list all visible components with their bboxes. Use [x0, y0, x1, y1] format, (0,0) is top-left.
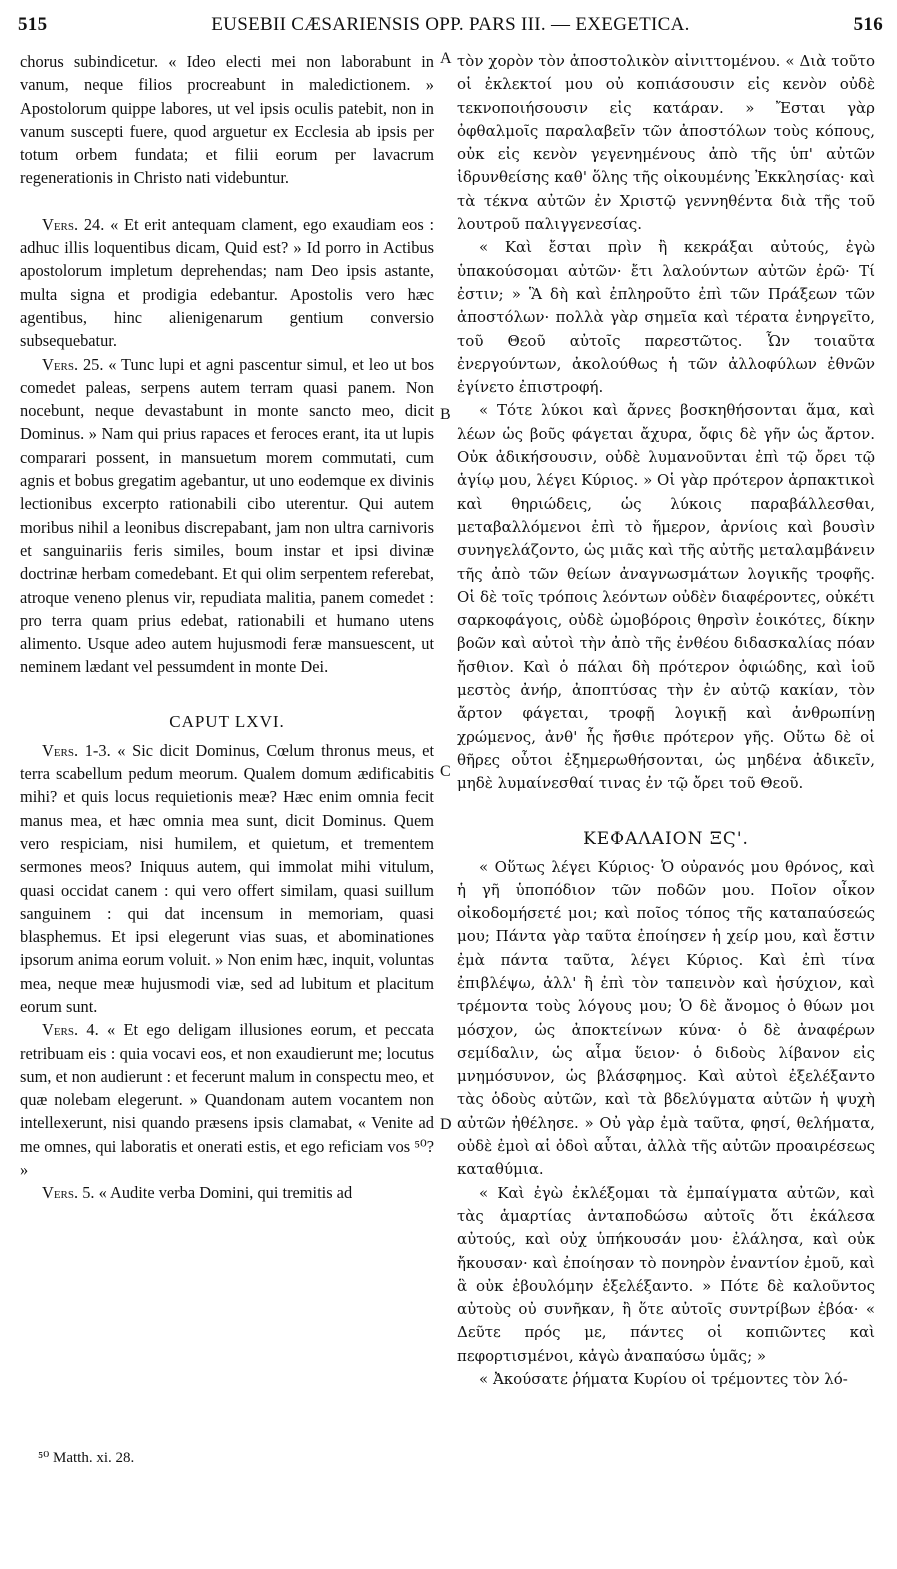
verse-label: Vers. 25. [42, 354, 104, 374]
latin-paragraph: chorus subindicetur. « Ideo electi mei non laborabunt in vanum, neque filios procreabunt in maledictionem. » Apostolorum quippe labores, ut vel ipsis oculis patebit, non in vanum suscepti fuere, quod arguetur ex Ecclesia ab ipsis per totum orbem fundata; et filii eorum per lavacrum regenerationis in Christo nati videbuntur. [20, 52, 434, 188]
greek-paragraph: « Καὶ ἔσται πρὶν ἢ κεκράξαι αὐτούς, ἐγὼ ὑπακούσομαι αὐτῶν· ἔτι λαλούντων αὐτῶν ἐρῶ· Τί ἐστιν; » Ἃ δὴ καὶ ἐπληροῦτο ἐπὶ τῶν Πράξεων τῶν ἀποστόλων· πολλὰ γὰρ σημεῖα καὶ τέρατα ἐνηργεῖτο, τοῦ Θεοῦ αὐτοῖς παρεστῶτος. Ὧν τοιαῦτα ἐνεργούντων, ἀκολούθως ἡ τῶν ἀλλοφύλων ἐθνῶν ἐγίνετο ἐπιστροφή. [457, 238, 875, 397]
margin-marker-c: C [440, 763, 451, 780]
page-number-right: 516 [853, 14, 883, 35]
verse-text: « Sic dicit Dominus, Cœlum thronus meus, et terra scabellum pedum meorum. Qualem domum ædificabitis mihi? et quis locus requietionis meæ? Hæc enim omnia fecit manus mea, et hæc omnia mea sunt, dicit Dominus. Quem vero respiciam, nisi humilem, et quietum, et trementem sermones meos? Iniquus autem, qui immolat mihi vitulum, quasi occidat canem : qui vero offert similam, quasi suillum sanguinem : qui dat incensum in memoriam, quasi blasphemus. Et ipsi elegerunt vias suas, et abominationes ipsorum anima eorum voluit. » Non enim hæc, inquit, voluntas mea, neque meæ hujusmodi viæ, sed ad lubitum et placitum eorum sunt. [20, 740, 435, 1016]
verse-label: Vers. 5. [42, 1183, 95, 1203]
greek-column [457, 50, 875, 1391]
latin-verse-1-3 [20, 739, 434, 1019]
verse-text: « Audite verba Domini, qui tremitis ad [94, 1183, 353, 1203]
chapter-heading: CAPUT LXVI. [169, 711, 285, 731]
verse-label: Vers. 24. [42, 214, 105, 234]
latin-verse-25 [20, 353, 434, 679]
greek-paragraph: « Οὕτως λέγει Κύριος· Ὁ οὐρανός μου θρόνος, καὶ ἡ γῆ ὑποπόδιον τῶν ποδῶν μου. Ποῖον οἶκον οἰκοδομήσετέ μοι; καὶ ποῖος τόπος τῆς καταπαύσεώς μου; Πάντα γὰρ ταῦτα ἐποίησεν ἡ χείρ μου, καὶ ἔστιν ἐμὰ πάντα ταῦτα, λέγει Κύριος. Καὶ ἐπὶ τίνα ἐπιβλέψω, ἀλλ' ἢ ἐπὶ τὸν ταπεινὸν καὶ ἡσύχιον, καὶ τρέμοντα τοὺς λόγους μου; Ὁ δὲ ἄνομος ὁ θύων μοι μόσχον, ὡς ἀποκτείνων κύνα· ὁ δὲ ἀναφέρων σεμίδαλιν, ὡς αἷμα ὕειον· ὁ διδοὺς λίβανον εἰς μνημόσυνον, ὡς βλάσφημος. Καὶ αὐτοὶ ἐξελέξαντο τὰς ὁδοὺς αὐτῶν, καὶ τὰ βδελύγματα αὐτῶν ἡ ψυχὴ αὐτῶν ἠθέλησε. » Οὐ γὰρ ἐμὰ ταῦτα, φησί, θελήματα, οὐδὲ ἐμοὶ αἱ ὁδοὶ αὗται, ἀλλὰ τῆς αὐτῶν προαιρέσεως καταθύμια. [457, 857, 875, 1179]
running-header [18, 14, 883, 42]
greek-paragraph: τὸν χορὸν τὸν ἀποστολικὸν αἰνιττομένου. « Διὰ τοῦτο οἱ ἐκλεκτοί μου οὐ κοπιάσουσιν εἰς κενὸν οὐδὲ τεκνοποιήσουσιν εἰς κατάραν. » Ἔσται γὰρ ὀφθαλμοῖς παραλαβεῖν τῶν ἀποστόλων τοὺς κόπους, οὐκ εἰς κενὸν γεγενημένους ἀπὸ τῆς ὑπ' αὐτῶν ἱδρυνθείσης καθ' ὅλης τῆς οἰκουμένης Ἐκκλησίας· καὶ τὰ τέκνα αὐτῶν ἐν Χριστῷ γεννηθέντα διὰ τῆς τοῦ λουτροῦ παλιγγενεσίας. [457, 52, 875, 234]
verse-label: Vers. 1-3. [42, 740, 111, 760]
verse-text: « Et erit antequam clament, ego exaudiam eos : adhuc illis loquentibus dicam, Quid est? » Id porro in Actibus apostolorum impletum deprehendas; nam Deo ipsis astante, multa signa et prodigia edebantur. Apostolis vero hæc agentibus, hinc alienigenarum gentium conversio subsequebatur. [20, 214, 435, 351]
page-number-left: 515 [18, 14, 48, 35]
margin-marker-b: B [440, 406, 451, 423]
chapter-heading-greek: ΚΕΦΑΛΑΙΟΝ ΞϚ'. [583, 828, 749, 849]
margin-marker-a: A [440, 50, 452, 67]
greek-paragraph: « Καὶ ἐγὼ ἐκλέξομαι τὰ ἐμπαίγματα αὐτῶν, καὶ τὰς ἁμαρτίας ἀνταποδώσω αὐτοῖς ὅτι ἐκάλεσα αὐτούς, καὶ οὐχ ὑπήκουσάν μου· ἐλάλησα, καὶ οὐκ ἤκουσαν· καὶ ἐποίησαν τὸ πονηρὸν ἐναντίον ἐμοῦ, καὶ ἃ οὐκ ἐβουλόμην ἐξελέξαντο. » Πότε δὲ καλοῦντος αὐτοὺς οὐ συνῆκαν, ἢ ὅτε αὐτοῖς συντρίβων ἐβόα· « Δεῦτε πρός με, πάντες οἱ κοπιῶντες καὶ πεφορτισμένοι, κἀγὼ ἀναπαύσω ὑμᾶς; » [457, 1183, 875, 1365]
footnote: ⁵⁰ Matth. xi. 28. [38, 1450, 135, 1466]
verse-text: « Tunc lupi et agni pascentur simul, et leo ut bos comedet paleas, serpens autem terram quasi panem. Non nocebunt, neque devastabunt in monte sancto meo, dicit Dominus. » Nam qui prius rapaces et feroces erant, ita ut lupis comparari possent, in mansuetum morem commutati, cum agnis et bobus gregatim agebantur, ut uno eodemque ex divinis lectionibus excerpto rationabili cibo uterentur. Qui autem moribus nihil a leonibus discrepabant, jam non ultra carnivoris et sanguinariis feris similes, boum instar et ipsi divinæ doctrinæ herbam comedebant. Et qui olim serpentem referebat, atroque veneno plenus vir, repudiata malitia, panem comedet : pro terra quam prius edebat, rationabili et humano utens alimento. Usque adeo autem hujusmodi feræ mansuescent, ut neminem lædant vel pessumdent in monte Dei. [20, 354, 434, 677]
greek-paragraph: « Τότε λύκοι καὶ ἄρνες βοσκηθήσονται ἅμα, καὶ λέων ὡς βοῦς φάγεται ἄχυρα, ὄφις δὲ γῆν ὡς ἄρτον. Οὐκ ἀδικήσουσιν, οὐδὲ λυμανοῦνται ἐπὶ τῷ ὄρει τῷ ἁγίῳ μου, λέγει Κύριος. » Οἱ γὰρ πρότερον ἁρπακτικοὶ καὶ θηριώδεις, ὡς λύκοις παραβάλλεσθαι, μεταβαλλόμενοι ἐπὶ τὸ ἥμερον, ἀρνίοις καὶ βουσὶν συνηγελάζοντο, ὡς μιᾶς καὶ τῆς αὐτῆς μεταλαμβάνειν τῆς ἀπὸ τῶν θείων ἀναγνωσμάτων λογικῆς τροφῆς. Οἱ δὲ τοῖς τρόποις λεόντων οὐδὲν διαφέροντες, οὐκέτι σαρκοφάγοις, οὐδὲ ὠμοβόροις θηρσὶν ἐοικότες, δίκην βοῶν καὶ αὐτοὶ τὴν ἀπὸ τῆς ἐνθέου διδασκαλίας πόαν ἤσθιον. Καὶ ὁ πάλαι δὴ πρότερον ὀφιώδης, καὶ ἰοῦ μεστὸς ἀνήρ, ἀποπτύσας τὴν ἐν αὐτῷ κακίαν, τὸν ἄρτον φάγεται, τροφῇ λογικῇ καὶ ἀνθρωπίνῃ χρώμενος, ἀνθ' ἧς ἤσθιε πρότερον γῆς. Οὕτω δὲ οἱ θῆρες οὗτοι ἐξημερωθήσονται, ὡς μηδένα ἀδικεῖν, μηδὲ λυμαίνεσθαί τινας ἐν τῷ ὄρει τοῦ Θεοῦ. [457, 401, 875, 793]
latin-verse-5 [20, 1181, 434, 1204]
latin-verse-24 [20, 213, 434, 353]
latin-verse-4 [20, 1018, 434, 1181]
margin-marker-d: D [440, 1116, 452, 1133]
verse-label: Vers. 4. [42, 1020, 99, 1040]
running-title: EUSEBII CÆSARIENSIS OPP. PARS III. — EXEGETICA. [211, 14, 690, 35]
greek-paragraph: « Ἀκούσατε ῥήματα Κυρίου οἱ τρέμοντες τὸν λό- [479, 1370, 848, 1389]
latin-column [20, 50, 434, 1205]
verse-text: « Et ego deligam illusiones eorum, et peccata retribuam eis : quia vocavi eos, et non exaudierunt me; locutus sum, et non audierunt : et fecerunt malum in conspectu meo, et quæ nolebam elegerunt. » Quandonam autem vocantem non intellexerunt, nisi quando præsens ipsis clamabat, « Venite ad me omnes, qui laboratis et onerati estis, et ego reficiam vos ⁵⁰? » [20, 1020, 435, 1180]
